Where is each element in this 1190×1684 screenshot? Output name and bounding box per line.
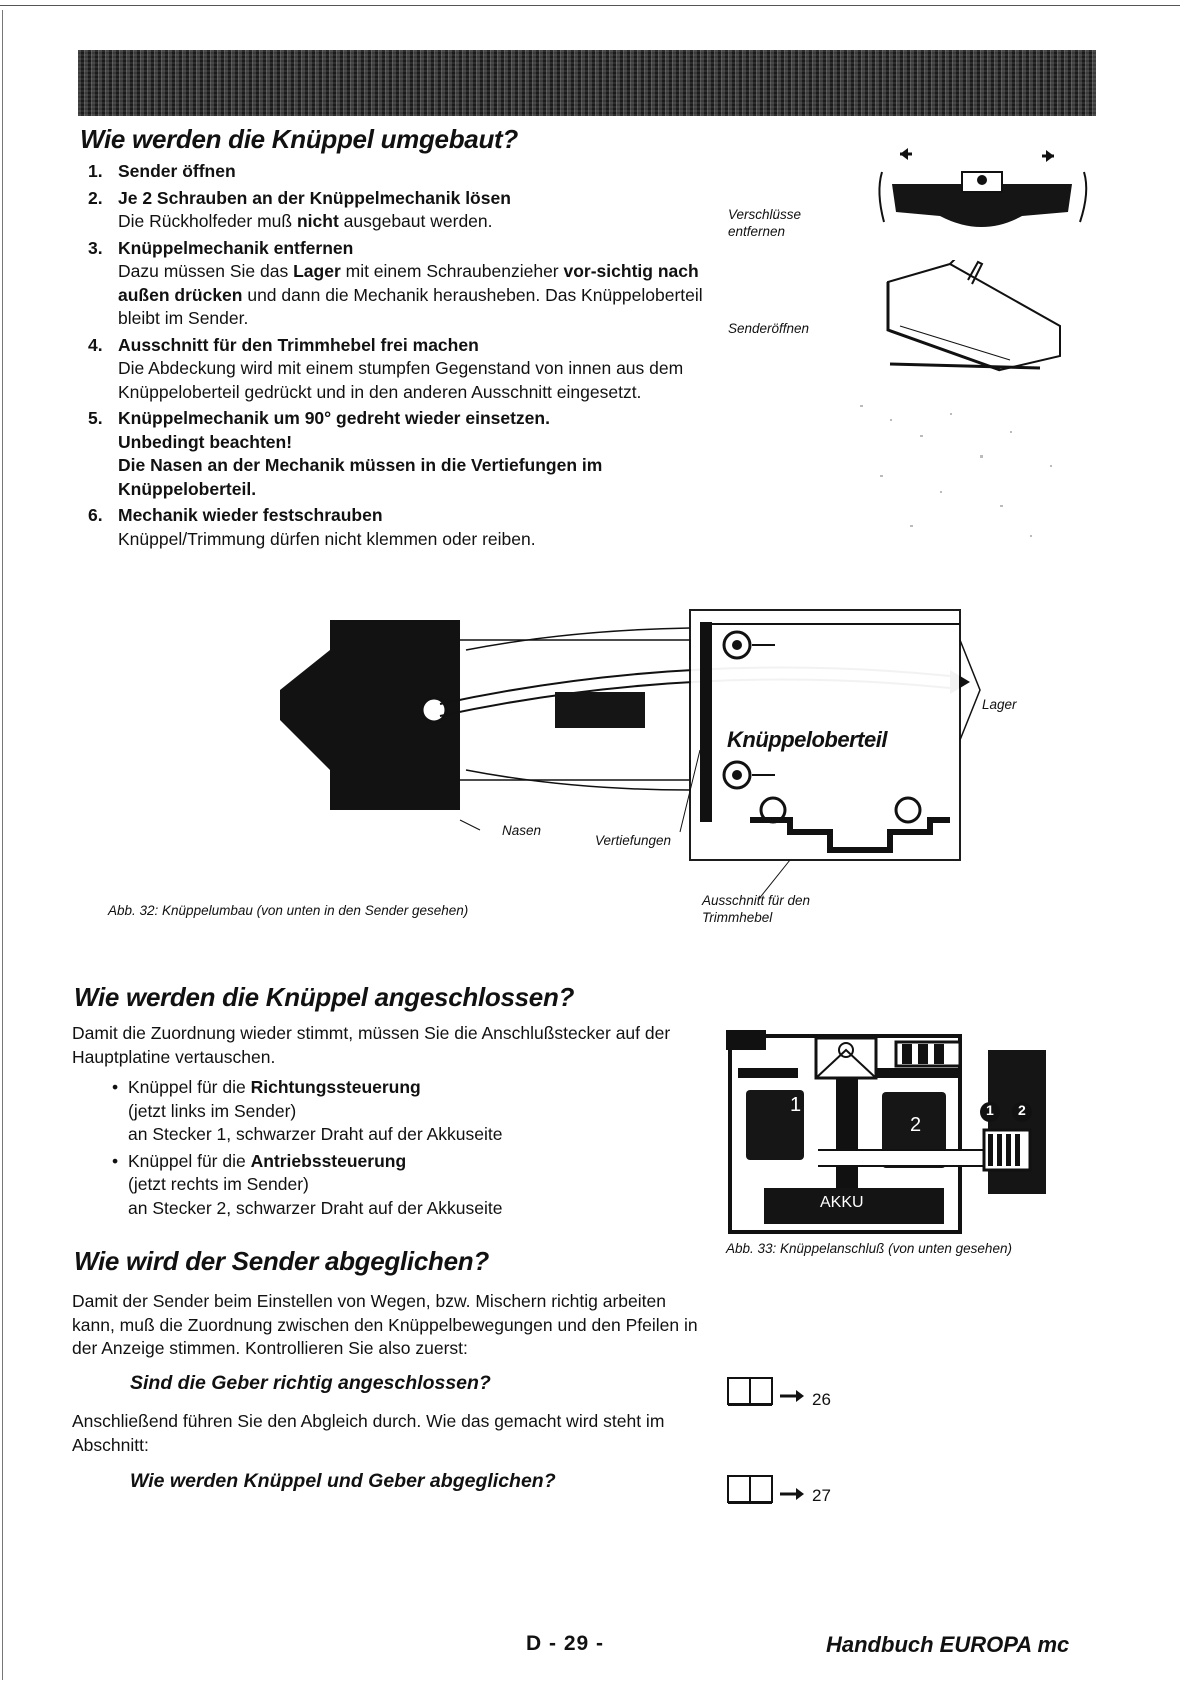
knueppel-umbau-figure: [270, 600, 1040, 900]
sender-open-illustration: [880, 260, 1080, 375]
step-6: 6. Mechanik wieder festschrauben Knüppel/Trimmung dürfen nicht klemmen oder reiben.: [88, 505, 536, 549]
footer-title: Handbuch EUROPA mc: [826, 1632, 1070, 1657]
anschluss-intro: Damit die Zuordnung wieder stimmt, müssen Sie die Anschlußstecker auf der Hauptplatine vertauschen.: [72, 1023, 671, 1067]
label-ausschnitt: Ausschnitt für den Trimmhebel: [702, 893, 811, 925]
anschluss-bullets: [110, 1076, 670, 1223]
akku-label: AKKU: [820, 1194, 864, 1211]
abgleich-intro: Damit der Sender beim Einstellen von Wegen, bzw. Mischern richtig arbeiten kann, muß die Zuordnung zwischen den Knüppelbewegungen und den Pfeilen in der Anzeige stimmen. Kontrollieren Sie also zuerst:: [72, 1291, 698, 1358]
bullet-richtung: • Knüppel für die Richtungssteuerung (jetzt links im Sender) an Stecker 1, schwarzer Draht auf der Akkuseite: [112, 1077, 503, 1144]
figure-33-caption: Abb. 33: Knüppelanschluß (von unten gesehen): [726, 1241, 1012, 1256]
knueppelanschluss-figure: [726, 1030, 1086, 1235]
ref-page-26: 26: [812, 1390, 831, 1409]
step-5: 5. Knüppelmechanik um 90° gedreht wieder einsetzen. Unbedingt beachten! Die Nasen an der Mechanik müssen in die Vertiefungen im Knüppeloberteil.: [88, 408, 603, 499]
book-icon: [726, 1372, 816, 1408]
bullet-antrieb: • Knüppel für die Antriebssteuerung (jetzt rechts im Sender) an Stecker 2, schwarzer Draht auf der Akkuseite: [112, 1150, 503, 1218]
label-vertiefungen: Vertiefungen: [595, 833, 672, 848]
label-knueppeloberteil: Knüppeloberteil: [727, 727, 887, 752]
caption-verschluesse: Verschlüsse entfernen: [728, 207, 802, 239]
abgleich-text2: Anschließend führen Sie den Abgleich durch. Wie das gemacht wird steht im Abschnitt:: [72, 1411, 665, 1455]
page-number: D - 29 -: [526, 1632, 605, 1655]
arrow-right-icon: [1046, 150, 1054, 162]
label-nasen: Nasen: [502, 823, 542, 838]
top-rule: [0, 5, 1180, 6]
scan-noise: [850, 395, 1090, 555]
book-icon: [726, 1470, 816, 1506]
ref-page-27: 27: [812, 1486, 831, 1505]
subhead-geber: Sind die Geber richtig angeschlossen?: [130, 1372, 491, 1394]
subhead-abgleich: Wie werden Knüppel und Geber abgeglichen?: [130, 1470, 556, 1492]
step-2: 2. Je 2 Schrauben an der Knüppelmechanik lösen Die Rückholfeder muß nicht ausgebaut werden.: [88, 187, 511, 231]
section-title-anschluss: Wie werden die Knüppel angeschlossen?: [74, 982, 575, 1012]
label-lager: Lager: [982, 697, 1017, 712]
connector-1-label: 1: [790, 1094, 802, 1116]
section-title-abgleich: Wie wird der Sender abgeglichen?: [74, 1246, 489, 1276]
step-1: 1. Sender öffnen: [88, 161, 236, 181]
section-title-umbau: Wie werden die Knüppel umgebaut?: [80, 124, 518, 154]
steps-list: [88, 160, 708, 554]
step-3: 3. Knüppelmechanik entfernen Dazu müssen Sie das Lager mit einem Schraubenzieher vor-sichtig nach außen drücken und dann die Mechanik herausheben. Das Knüppeloberteil bleibt im Sender.: [88, 237, 703, 328]
connector-2-label: 2: [910, 1114, 922, 1136]
left-rule: [2, 10, 3, 1680]
header-banner: [78, 50, 1096, 116]
latch-illustration: [872, 142, 1092, 252]
circle-2-label: 2: [1018, 1102, 1026, 1118]
caption-sender-oeffnen: Senderöffnen: [728, 321, 810, 336]
arrow-left-icon: [900, 148, 908, 160]
circle-1-label: 1: [986, 1102, 994, 1118]
figure-32-caption: Abb. 32: Knüppelumbau (von unten in den Sender gesehen): [108, 903, 469, 918]
step-4: 4. Ausschnitt für den Trimmhebel frei machen Die Abdeckung wird mit einem stumpfen Gegenstand von innen aus dem Knüppeloberteil gedrückt und in den anderen Ausschnitt eingesetzt.: [88, 334, 684, 402]
